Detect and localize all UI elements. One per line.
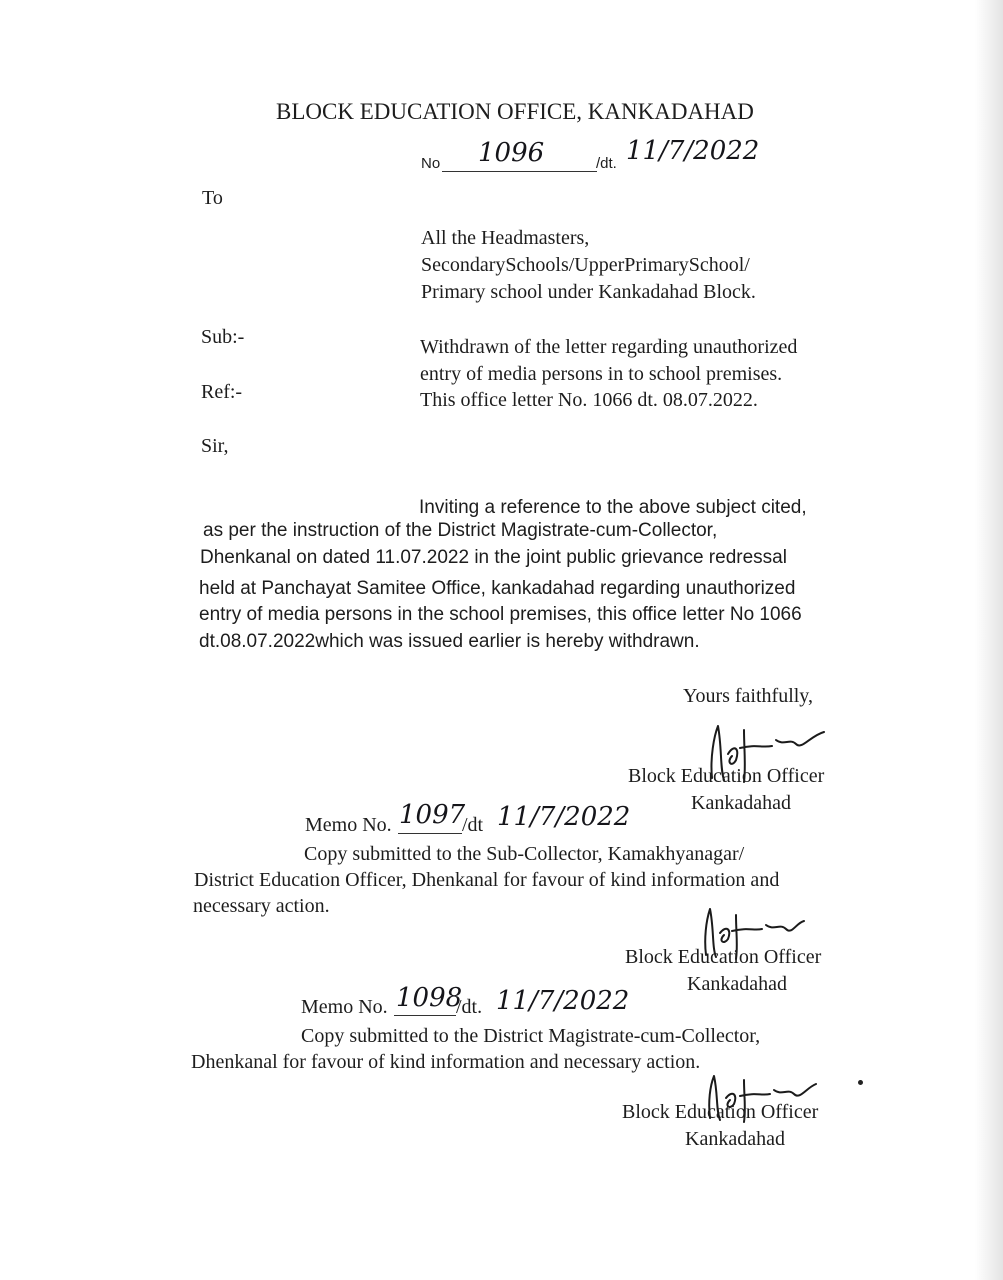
signatory-1-place: Kankadahad [691, 792, 791, 814]
memo-2-label: Memo No. [301, 996, 388, 1018]
body-line-3: Dhenkanal on dated 11.07.2022 in the joint public grievance redressal [200, 547, 787, 568]
closing: Yours faithfully, [683, 685, 814, 707]
letter-date-value: 11/7/2022 [626, 136, 760, 166]
memo-1-underline [398, 833, 462, 834]
signatory-1-title: Block Education Officer [628, 765, 825, 787]
signatory-3-title: Block Education Officer [622, 1101, 819, 1123]
body-line-4: held at Panchayat Samitee Office, kankadahad regarding unauthorized [199, 578, 796, 599]
signatory-2-place: Kankadahad [687, 973, 787, 995]
addressee-line-2: SecondarySchools/UpperPrimarySchool/ [421, 254, 750, 276]
signatory-2-title: Block Education Officer [625, 946, 822, 968]
office-heading: BLOCK EDUCATION OFFICE, KANKADAHAD [276, 99, 754, 124]
letter-date-label: /dt. [596, 155, 617, 172]
body-line-1: Inviting a reference to the above subject cited, [419, 497, 807, 518]
to-label: To [202, 187, 223, 209]
memo-2-underline [394, 1015, 456, 1016]
letter-no-label: No [421, 155, 441, 172]
reference-text: This office letter No. 1066 dt. 08.07.2022. [420, 389, 758, 411]
ink-dot [858, 1080, 863, 1085]
body-line-6: dt.08.07.2022which was issued earlier is hereby withdrawn. [199, 631, 700, 652]
subject-label: Sub:- [201, 326, 245, 348]
memo-2-dt-label: /dt. [456, 996, 483, 1018]
salutation: Sir, [201, 435, 229, 457]
memo-1-line-1: Copy submitted to the Sub-Collector, Kamakhyanagar/ [304, 843, 745, 865]
memo-1-line-3: necessary action. [193, 895, 330, 917]
memo-1-date: 11/7/2022 [497, 802, 631, 832]
signatory-3-place: Kankadahad [685, 1128, 785, 1150]
memo-2-line-2: Dhenkanal for favour of kind information and necessary action. [191, 1051, 701, 1073]
letter-no-underline [442, 171, 597, 172]
addressee-line-3: Primary school under Kankadahad Block. [421, 281, 756, 303]
memo-1-line-2: District Education Officer, Dhenkanal for favour of kind information and [194, 869, 780, 891]
memo-1-number: 1097 [399, 800, 466, 830]
page-edge-shadow [975, 0, 1003, 1280]
body-line-5: entry of media persons in the school premises, this office letter No 1066 [199, 604, 802, 625]
body-line-2: as per the instruction of the District Magistrate-cum-Collector, [203, 520, 718, 541]
memo-1-label: Memo No. [305, 814, 392, 836]
memo-2-number: 1098 [396, 983, 463, 1013]
memo-2-date: 11/7/2022 [496, 986, 630, 1016]
letter-no-value: 1096 [478, 138, 545, 168]
addressee-line-1: All the Headmasters, [421, 227, 590, 249]
memo-2-line-1: Copy submitted to the District Magistrate-cum-Collector, [301, 1025, 761, 1047]
memo-1-dt-label: /dt [462, 814, 484, 836]
subject-line-2: entry of media persons in to school premises. [420, 363, 783, 385]
reference-label: Ref:- [201, 381, 243, 403]
subject-line-1: Withdrawn of the letter regarding unauthorized [420, 336, 798, 358]
